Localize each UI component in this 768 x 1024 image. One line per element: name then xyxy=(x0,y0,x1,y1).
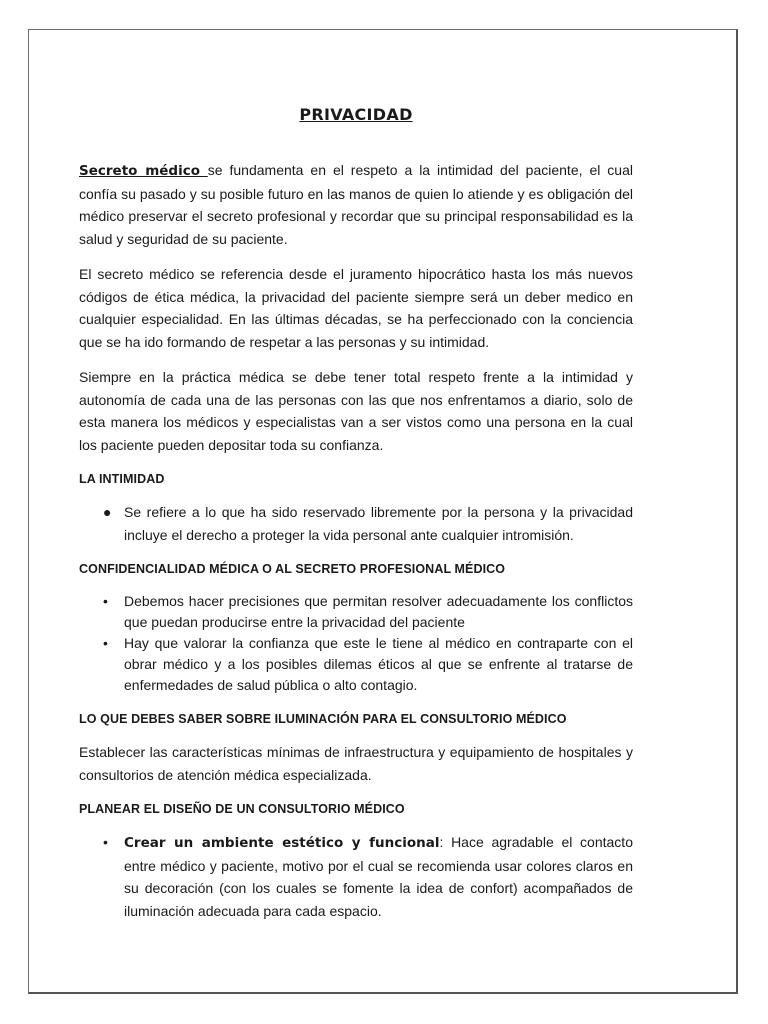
document-body xyxy=(79,72,633,935)
intro-paragraph xyxy=(79,159,633,250)
list-confidencialidad xyxy=(79,591,633,696)
bullet-icon: • xyxy=(103,593,108,609)
heading-iluminacion: LO QUE DEBES SABER SOBRE ILUMINACIÓN PARA EL CONSULTORIO MÉDICO xyxy=(79,712,567,726)
lead-term: Secreto médico xyxy=(79,163,208,179)
intro-text: se fundamenta en el respeto a la intimidad del paciente, el cual confía su pasado y su posible futuro en las manos de quien lo atiende y es obligación del médico preservar el secreto profesional y recordar que su principal responsabilidad es la salud y seguridad de su paciente. xyxy=(79,162,633,247)
emphasis-text: Crear un ambiente estético y funcional xyxy=(124,835,440,851)
paragraph-iluminacion: Establecer las características mínimas de infraestructura y equipamiento de hospitales y consultorios de atención médica especializada. xyxy=(79,744,633,783)
list-diseno xyxy=(79,831,633,922)
document-title: PRIVACIDAD xyxy=(299,105,413,124)
list-item: ● Se refiere a lo que ha sido reservado libremente por la persona y la privacidad incluye el derecho a proteger la vida personal ante cualquier intromisión. xyxy=(79,501,633,546)
heading-diseno: PLANEAR EL DISEÑO DE UN CONSULTORIO MÉDICO xyxy=(79,802,405,816)
heading-confidencialidad: CONFIDENCIALIDAD MÉDICA O AL SECRETO PROFESIONAL MÉDICO xyxy=(79,562,506,576)
list-intimidad xyxy=(79,501,633,546)
list-item: • Debemos hacer precisiones que permitan resolver adecuadamente los conflictos que puedan producirse entre la privacidad del paciente xyxy=(103,593,633,630)
paragraph-respeto: Siempre en la práctica médica se debe tener total respeto frente a la intimidad y autonomía de cada una de las personas con las que nos enfrentamos a diario, solo de esta manera los médicos y especialistas van a ser vistos como una persona en la cual los paciente pueden depositar toda su confianza. xyxy=(79,369,633,453)
bullet-icon: ● xyxy=(103,504,112,520)
list-item: • Crear un ambiente estético y funcional: Hace agradable el contacto entre médico y paciente, motivo por el cual se recomienda usar colores claros en su decoración (con los cuales se fomente la idea de confort) acompañados de iluminación adecuada para cada espacio. xyxy=(79,831,633,922)
paragraph-juramento: El secreto médico se referencia desde el juramento hipocrático hasta los más nuevos códigos de ética médica, la privacidad del paciente siempre será un deber medico en cualquier especialidad. En las últimas décadas, se ha perfeccionado con la conciencia que se ha ido formando de respetar a las personas y su intimidad. xyxy=(79,266,633,350)
bullet-icon: • xyxy=(103,834,108,850)
heading-intimidad: LA INTIMIDAD xyxy=(79,472,165,486)
list-item: • Hay que valorar la confianza que este le tiene al médico en contraparte con el obrar médico y a los posibles dilemas éticos al que se enfrente al tratarse de enfermedades de salud pública o alto contagio. xyxy=(103,635,633,693)
bullet-icon: • xyxy=(103,635,108,651)
